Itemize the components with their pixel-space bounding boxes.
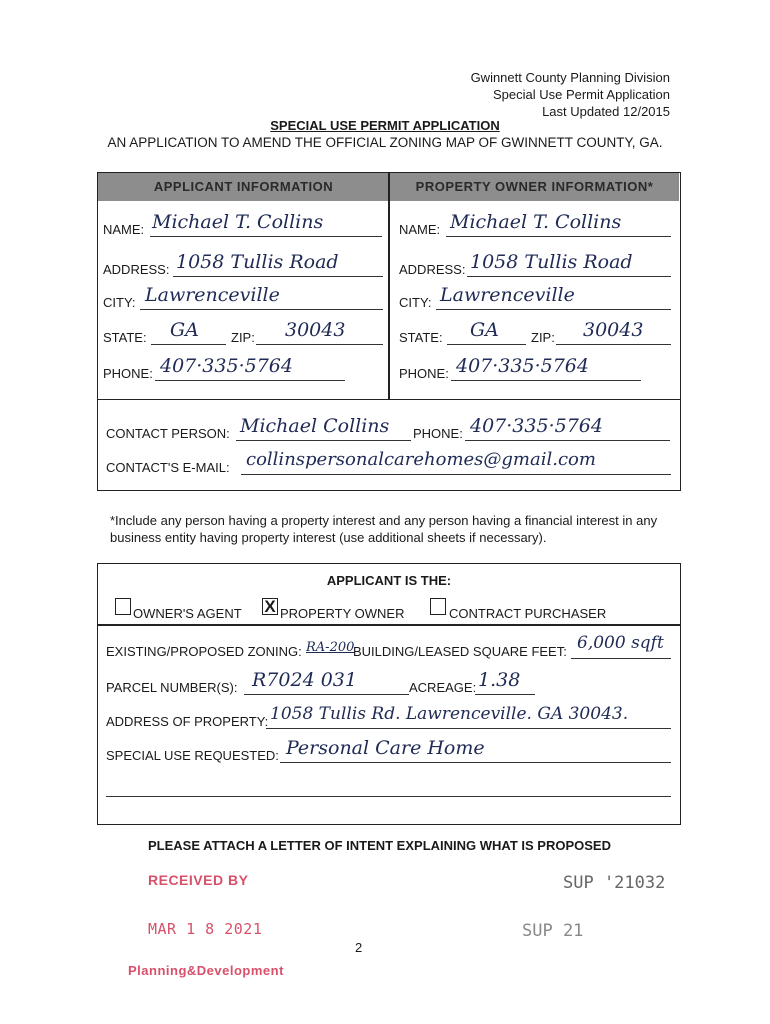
- owner-zip-label: ZIP:: [531, 330, 555, 345]
- header-last-updated: Last Updated 12/2015: [542, 104, 670, 119]
- applicant-state-field[interactable]: GA: [170, 319, 199, 341]
- page-number: 2: [355, 940, 363, 955]
- owner-heading: PROPERTY OWNER INFORMATION*: [390, 173, 679, 201]
- contact-email-field[interactable]: collinspersonalcarehomes@gmail.com: [246, 449, 596, 470]
- contact-person-label: CONTACT PERSON:: [106, 426, 230, 441]
- owner-name-line: [446, 236, 671, 237]
- contact-phone-label: PHONE:: [413, 426, 463, 441]
- applicant-state-label: STATE:: [103, 330, 147, 345]
- applicant-zip-line: [256, 344, 383, 345]
- applicant-city-field[interactable]: Lawrenceville: [145, 284, 280, 306]
- applicant-name-field[interactable]: Michael T. Collins: [152, 211, 324, 233]
- header-division: Gwinnett County Planning Division: [470, 70, 670, 85]
- sqft-field[interactable]: 6,000 sqft: [577, 633, 664, 653]
- acreage-field[interactable]: 1.38: [478, 669, 521, 691]
- page-title: SPECIAL USE PERMIT APPLICATION: [270, 118, 500, 133]
- applicant-city-label: CITY:: [103, 295, 136, 310]
- owners-agent-label: OWNER'S AGENT: [133, 606, 242, 621]
- contact-person-line: [236, 440, 411, 441]
- acreage-line: [475, 694, 535, 695]
- owners-agent-checkbox[interactable]: [115, 598, 131, 615]
- applicant-heading: APPLICANT INFORMATION: [98, 173, 389, 201]
- applicant-phone-line: [155, 380, 345, 381]
- received-date-stamp: MAR 1 8 2021: [148, 920, 263, 938]
- page-subtitle: AN APPLICATION TO AMEND THE OFFICIAL ZONING MAP OF GWINNETT COUNTY, GA.: [107, 135, 663, 150]
- applicant-address-line: [173, 276, 383, 277]
- planning-development-stamp: Planning&Development: [128, 963, 284, 978]
- sqft-line: [571, 658, 671, 659]
- owner-zip-field[interactable]: 30043: [583, 319, 644, 341]
- property-owner-checkbox[interactable]: X: [262, 598, 278, 615]
- owner-name-label: NAME:: [399, 222, 441, 237]
- applicant-address-field[interactable]: 1058 Tullis Road: [176, 251, 339, 273]
- parcel-field[interactable]: R7024 031: [252, 669, 357, 691]
- special-use-extra-line: [106, 796, 671, 797]
- column-divider: [388, 173, 390, 399]
- owner-phone-field[interactable]: 407·335·5764: [456, 355, 589, 377]
- applicant-city-line: [140, 309, 383, 310]
- contact-phone-field[interactable]: 407·335·5764: [470, 415, 603, 437]
- applicant-name-line: [150, 236, 382, 237]
- property-address-field[interactable]: 1058 Tullis Rd. Lawrenceville. GA 30043.: [270, 704, 629, 724]
- owner-address-label: ADDRESS:: [399, 262, 466, 277]
- owner-address-field[interactable]: 1058 Tullis Road: [470, 251, 633, 273]
- applicant-phone-label: PHONE:: [103, 366, 153, 381]
- owner-name-field[interactable]: Michael T. Collins: [450, 211, 622, 233]
- applicant-zip-label: ZIP:: [231, 330, 255, 345]
- contact-email-line: [241, 474, 671, 475]
- applicant-state-line: [151, 344, 226, 345]
- contact-email-label: CONTACT'S E-MAIL:: [106, 460, 230, 475]
- parcel-label: PARCEL NUMBER(S):: [106, 680, 238, 695]
- owner-state-line: [447, 344, 526, 345]
- applicant-phone-field[interactable]: 407·335·5764: [160, 355, 293, 377]
- contract-purchaser-label: CONTRACT PURCHASER: [449, 606, 607, 621]
- special-use-label: SPECIAL USE REQUESTED:: [106, 748, 279, 763]
- owner-city-field[interactable]: Lawrenceville: [440, 284, 575, 306]
- owner-state-field[interactable]: GA: [470, 319, 499, 341]
- received-by-stamp: RECEIVED BY: [148, 872, 249, 888]
- owner-zip-line: [556, 344, 671, 345]
- property-owner-label: PROPERTY OWNER: [280, 606, 405, 621]
- owner-phone-line: [451, 380, 641, 381]
- property-address-line: [266, 728, 671, 729]
- owner-phone-label: PHONE:: [399, 366, 449, 381]
- applicant-name-label: NAME:: [103, 222, 145, 237]
- zoning-label: EXISTING/PROPOSED ZONING:: [106, 644, 302, 659]
- acreage-label: ACREAGE:: [409, 680, 477, 695]
- owner-state-label: STATE:: [399, 330, 443, 345]
- special-use-line: [280, 762, 671, 763]
- contact-box: [97, 399, 681, 491]
- zoning-field[interactable]: RA-200: [306, 640, 355, 655]
- sqft-label: BUILDING/LEASED SQUARE FEET:: [353, 644, 567, 659]
- applicant-address-label: ADDRESS:: [103, 262, 170, 277]
- sup-case-number-bottom: SUP 21: [522, 921, 584, 941]
- footnote: *Include any person having a property interest and any person having a financial interest in any business entity having property interest (use additional sheets if necessary).: [110, 513, 658, 545]
- letter-of-intent-note: PLEASE ATTACH A LETTER OF INTENT EXPLAINING WHAT IS PROPOSED: [148, 838, 611, 853]
- owner-city-label: CITY:: [399, 295, 432, 310]
- parcel-line: [244, 694, 409, 695]
- applicant-type-divider: [97, 624, 681, 626]
- owner-city-line: [436, 309, 671, 310]
- contact-person-field[interactable]: Michael Collins: [240, 415, 390, 437]
- special-use-field[interactable]: Personal Care Home: [286, 737, 485, 759]
- property-address-label: ADDRESS OF PROPERTY:: [106, 714, 269, 729]
- owner-address-line: [467, 276, 671, 277]
- sup-case-number-top: SUP '21032: [563, 873, 666, 893]
- applicant-zip-field[interactable]: 30043: [285, 319, 346, 341]
- contract-purchaser-checkbox[interactable]: [430, 598, 446, 615]
- applicant-is-heading: APPLICANT IS THE:: [326, 573, 452, 588]
- header-form-name: Special Use Permit Application: [492, 87, 670, 102]
- contact-phone-line: [465, 440, 670, 441]
